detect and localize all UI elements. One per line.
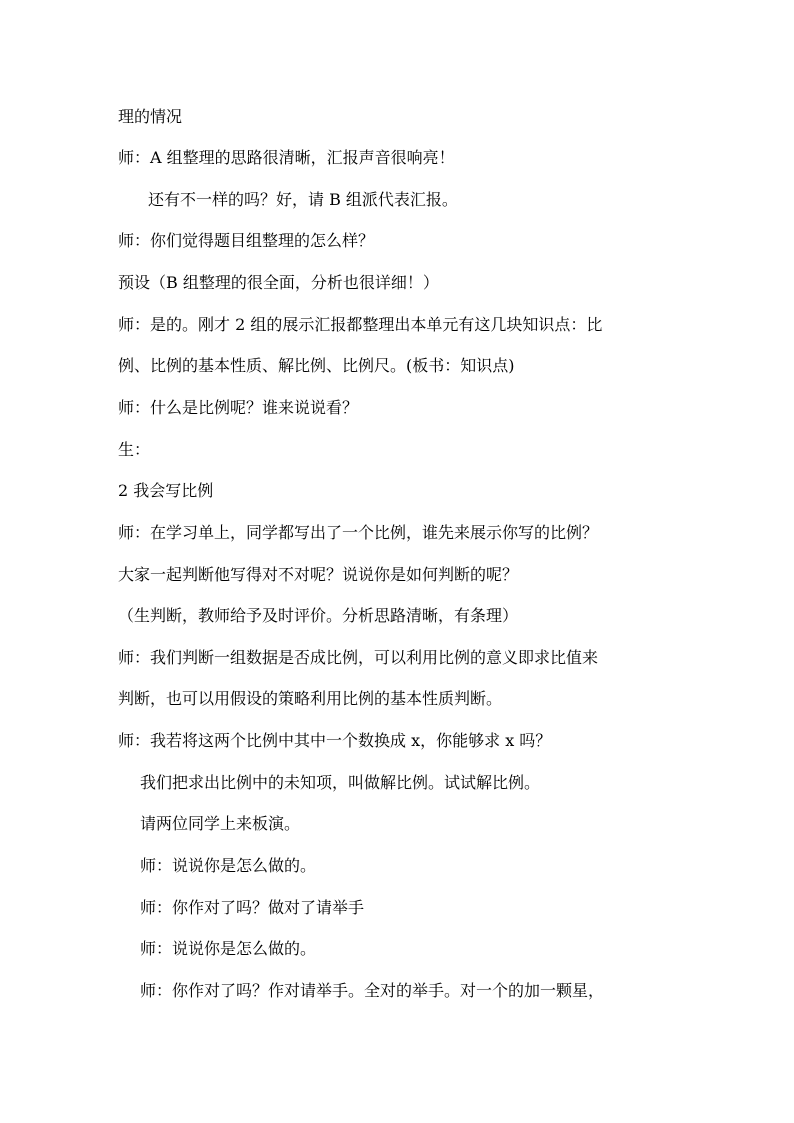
text-line: 师：我们判断一组数据是否成比例，可以利用比例的意义即求比值来 <box>118 648 599 667</box>
text-line: 大家一起判断他写得对不对呢？说说你是如何判断的呢？ <box>118 565 519 584</box>
text-line: 师：你们觉得题目组整理的怎么样？ <box>118 231 375 250</box>
text-line: 例、比例的基本性质、解比例、比例尺。(板书：知识点) <box>118 356 515 375</box>
text-line: 还有不一样的吗？好，请 B 组派代表汇报。 <box>148 190 458 209</box>
text-line: 师：什么是比例呢？谁来说说看？ <box>118 398 359 417</box>
text-line: 判断，也可以用假设的策略利用比例的基本性质判断。 <box>118 689 503 708</box>
text-line: 师：你作对了吗？作对请举手。全对的举手。对一个的加一颗星， <box>140 981 605 1000</box>
text-line: 我们把求出比例中的未知项，叫做解比例。试试解比例。 <box>140 773 541 792</box>
text-line: 师：我若将这两个比例中其中一个数换成 x，你能够求 x 吗？ <box>118 731 552 750</box>
text-line: 生： <box>118 440 151 459</box>
text-line: 师：说说你是怎么做的。 <box>140 939 317 958</box>
text-line: 理的情况 <box>118 107 183 126</box>
section-heading: 2 我会写比例 <box>118 481 214 500</box>
text-line: 师：A 组整理的思路很清晰，汇报声音很响亮！ <box>118 148 455 167</box>
text-line: 预设（B 组整理的很全面，分析也很详细！） <box>118 273 439 292</box>
text-line: 请两位同学上来板演。 <box>140 814 301 833</box>
text-line: 师：说说你是怎么做的。 <box>140 856 317 875</box>
text-line: 师：你作对了吗？做对了请举手 <box>140 898 365 917</box>
text-line: （生判断，教师给予及时评价。分析思路清晰，有条理） <box>118 606 519 625</box>
text-line: 师：在学习单上，同学都写出了一个比例，谁先来展示你写的比例？ <box>118 523 599 542</box>
text-line: 师：是的。刚才 2 组的展示汇报都整理出本单元有这几块知识点：比 <box>118 315 603 334</box>
